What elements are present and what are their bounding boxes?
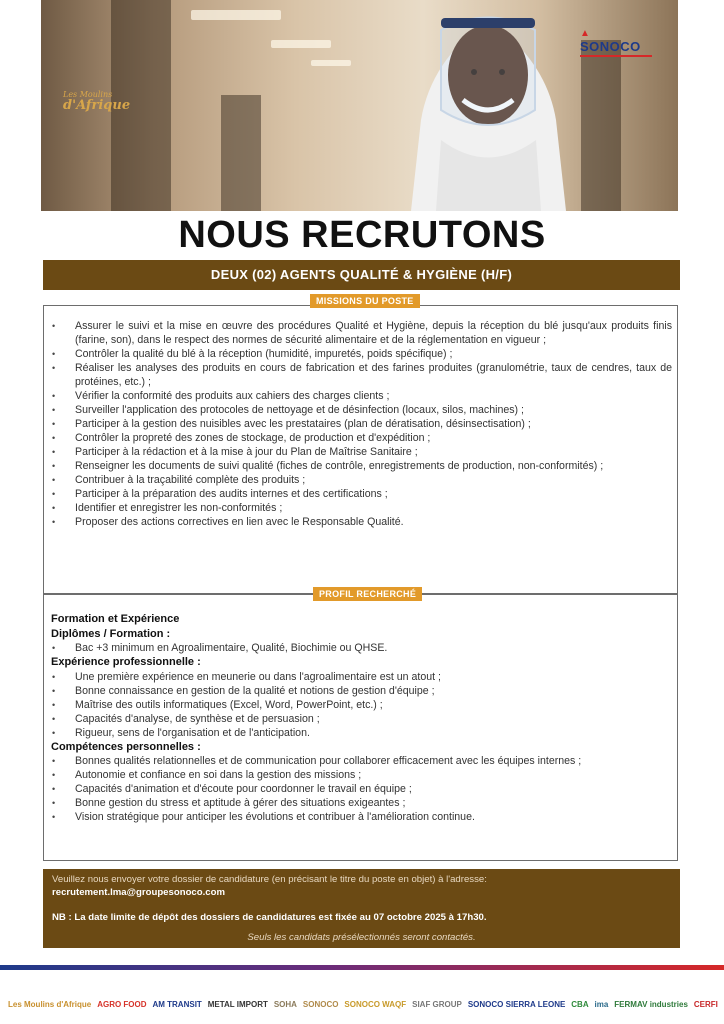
- list-item: • Bonne connaissance en gestion de la qualité et notions de gestion d'équipe ;: [45, 684, 672, 698]
- partner-logo: SONOCO: [302, 999, 339, 1009]
- missions-tag: MISSIONS DU POSTE: [310, 294, 420, 308]
- list-item: • Bonnes qualités relationnelles et de communication pour collaborer efficacement avec les équipes internes ;: [45, 754, 672, 768]
- partner-logo: AGRO FOOD: [97, 999, 147, 1009]
- missions-section: [45, 319, 672, 529]
- list-item: • Proposer des actions correctives en lien avec le Responsable Qualité.: [45, 515, 672, 529]
- missions-list: [45, 319, 672, 529]
- list-item: • Contribuer à la traçabilité complète des produits ;: [45, 473, 672, 487]
- diplomes-list: [45, 641, 672, 655]
- moulins-afrique-logo: Les Moulins d'Afrique: [63, 90, 131, 113]
- diplomes-label: Diplômes / Formation :: [51, 627, 171, 640]
- selection-note: Seuls les candidats présélectionnés seront contactés.: [247, 932, 476, 943]
- experience-label: Expérience professionnelle :: [51, 656, 201, 668]
- partner-logo: CERFI: [693, 999, 718, 1009]
- list-item: • Renseigner les documents de suivi qualité (fiches de contrôle, enregistrements de production, non-conformités) ;: [45, 459, 672, 473]
- list-item: • Assurer le suivi et la mise en œuvre des procédures Qualité et Hygiène, depuis la réception du blé jusqu'aux produits finis (farine, son), dans le respect des normes de sécurité alimentaire et de la réglementation en vigueur ;: [45, 319, 672, 347]
- color-stripe: [0, 965, 724, 970]
- list-item: • Bonne gestion du stress et aptitude à gérer des situations exigeantes ;: [45, 796, 672, 810]
- list-item: • Bac +3 minimum en Agroalimentaire, Qualité, Biochimie ou QHSE.: [45, 641, 672, 655]
- partner-logo: SONOCO WAQF: [344, 999, 407, 1009]
- sonoco-logo: ▲ SONOCO: [580, 24, 652, 57]
- partner-logos: [8, 988, 718, 1020]
- competences-label: Compétences personnelles :: [51, 740, 201, 753]
- partner-logo: FERMAV industries: [614, 999, 688, 1009]
- partner-logo: AM TRANSIT: [152, 999, 202, 1009]
- list-item: • Une première expérience en meunerie ou dans l'agroalimentaire est un atout ;: [45, 670, 672, 684]
- list-item: • Maîtrise des outils informatiques (Excel, Word, PowerPoint, etc.) ;: [45, 698, 672, 712]
- list-item: • Contrôler la propreté des zones de stockage, de production et d'expédition ;: [45, 431, 672, 445]
- partner-logo: METAL IMPORT: [207, 999, 268, 1009]
- list-item: • Réaliser les analyses des produits en cours de fabrication et des farines produites (granulométrie, taux de cendres, taux de protéines, etc.) ;: [45, 361, 672, 389]
- list-item: • Contrôler la qualité du blé à la réception (humidité, impuretés, poids spécifique) ;: [45, 347, 672, 361]
- page-title: NOUS RECRUTONS: [178, 214, 546, 256]
- list-item: • Capacités d'animation et d'écoute pour coordonner le travail en équipe ;: [45, 782, 672, 796]
- flame-icon: ▲: [580, 28, 591, 39]
- partner-logo: SIAF GROUP: [412, 999, 462, 1009]
- application-instructions: Veuillez nous envoyer votre dossier de candidature (en précisant le titre du poste en objet) à l'adresse:: [52, 874, 487, 885]
- list-item: • Vision stratégique pour anticiper les évolutions et contribuer à l'amélioration continue.: [45, 810, 672, 824]
- list-item: • Surveiller l'application des protocoles de nettoyage et de désinfection (locaux, silos, machines) ;: [45, 403, 672, 417]
- partner-logo: ima: [594, 999, 609, 1009]
- profil-tag: PROFIL RECHERCHÉ: [313, 587, 422, 601]
- list-item: • Participer à la rédaction et à la mise à jour du Plan de Maîtrise Sanitaire ;: [45, 445, 672, 459]
- list-item: • Vérifier la conformité des produits aux cahiers des charges clients ;: [45, 389, 672, 403]
- deadline-note: NB : La date limite de dépôt des dossiers de candidatures est fixée au 07 octobre 2025 à 17h30.: [52, 912, 487, 923]
- partner-logo: SONOCO SIERRA LEONE: [467, 999, 566, 1009]
- profil-section: [45, 612, 672, 824]
- experience-list: [45, 670, 672, 740]
- list-item: • Rigueur, sens de l'organisation et de l'anticipation.: [45, 726, 672, 740]
- position-banner: DEUX (02) AGENTS QUALITÉ & HYGIÈNE (H/F): [43, 260, 680, 290]
- list-item: • Autonomie et confiance en soi dans la gestion des missions ;: [45, 768, 672, 782]
- application-email[interactable]: recrutement.lma@groupesonoco.com: [52, 887, 226, 898]
- profil-heading: Formation et Expérience: [51, 613, 180, 625]
- list-item: • Participer à la gestion des nuisibles avec les prestataires (plan de dératisation, désinsectisation) ;: [45, 417, 672, 431]
- partner-logo: Les Moulins d'Afrique: [8, 999, 92, 1009]
- hero-photo: [41, 0, 678, 211]
- application-info: [43, 869, 680, 948]
- list-item: • Capacités d'analyse, de synthèse et de persuasion ;: [45, 712, 672, 726]
- partner-logo: CBA: [571, 999, 589, 1009]
- competences-list: [45, 754, 672, 824]
- list-item: • Identifier et enregistrer les non-conformités ;: [45, 501, 672, 515]
- worker-illustration: [401, 0, 576, 211]
- partner-logo: SOHA: [273, 999, 297, 1009]
- list-item: • Participer à la préparation des audits internes et des certifications ;: [45, 487, 672, 501]
